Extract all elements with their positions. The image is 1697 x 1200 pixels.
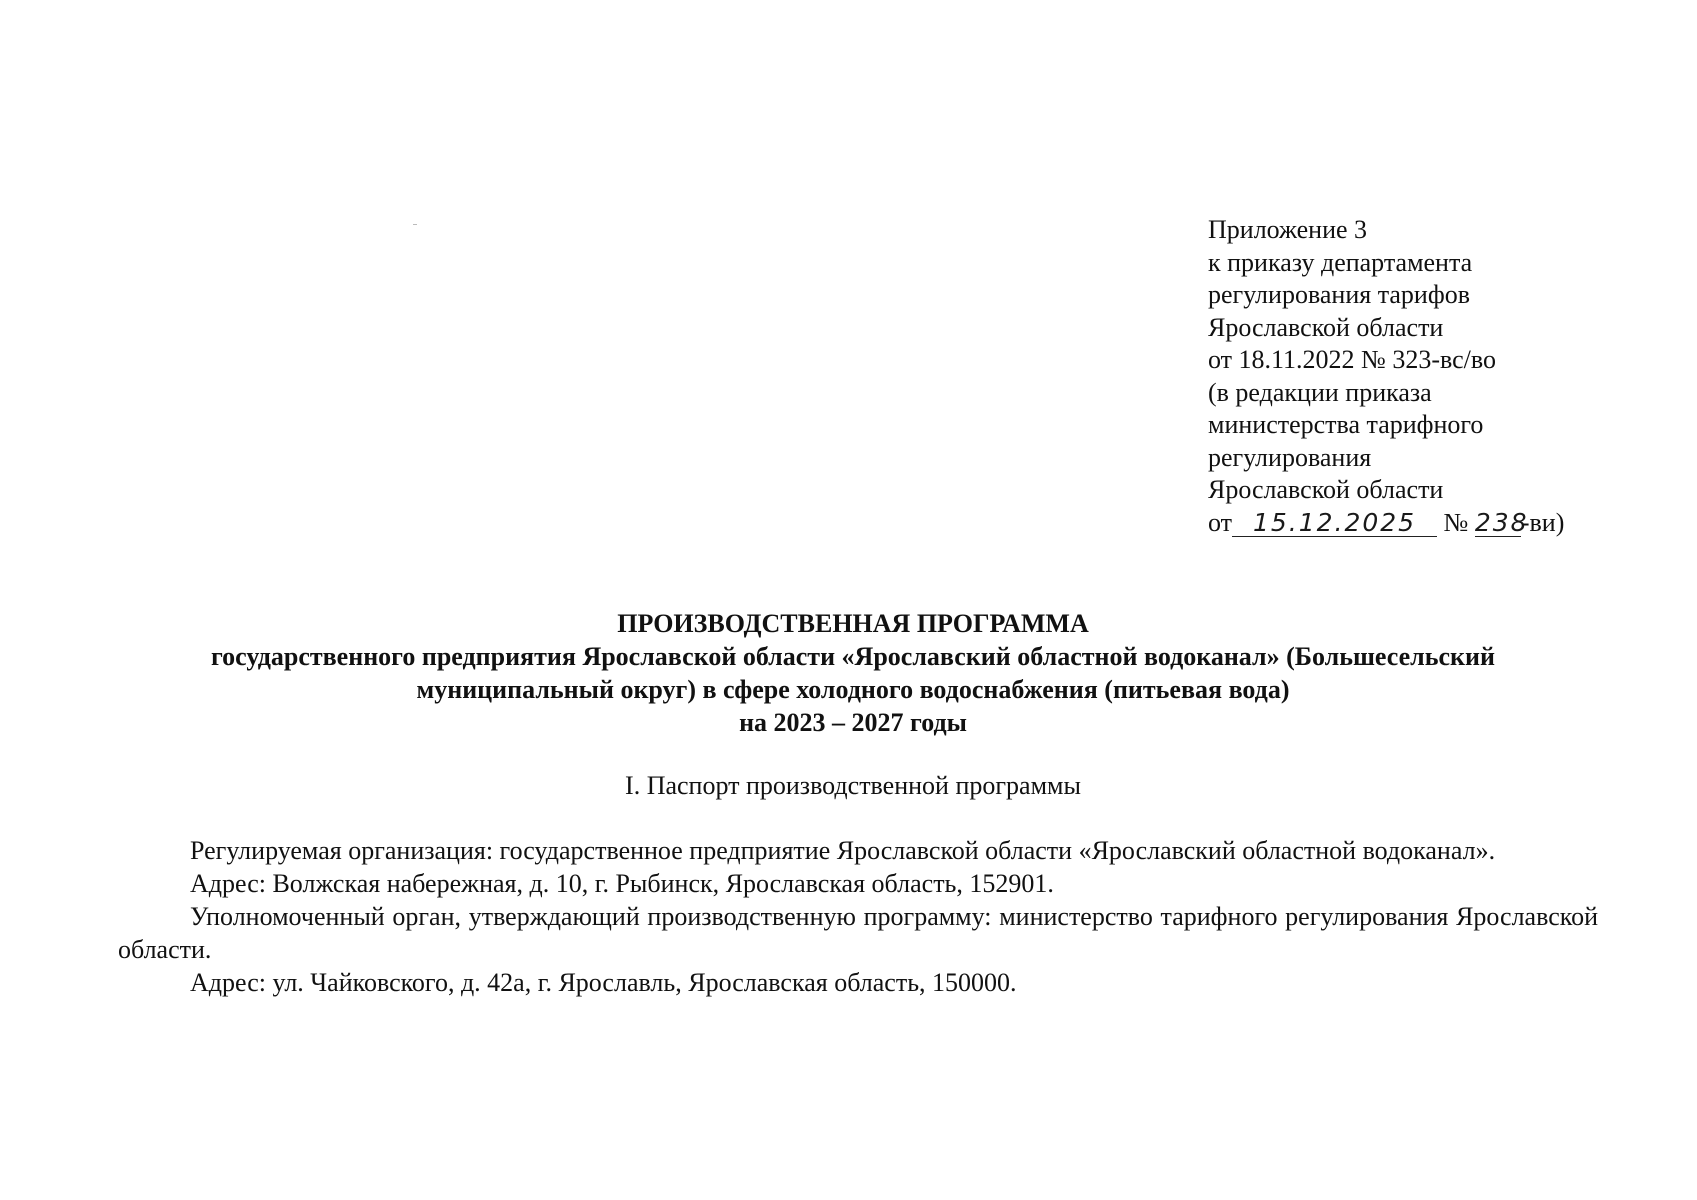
document-title bbox=[110, 607, 1596, 739]
document-body bbox=[118, 834, 1598, 999]
title-line: муниципальный округ) в сфере холодного водоснабжения (питьевая вода) bbox=[416, 675, 1290, 704]
scan-speck bbox=[413, 224, 417, 225]
section-title: I. Паспорт производственной программы bbox=[625, 771, 1081, 800]
appendix-line: (в редакции приказа bbox=[1208, 377, 1432, 407]
appendix-from-prefix: от bbox=[1208, 507, 1233, 537]
title-period: на 2023 – 2027 годы bbox=[739, 708, 967, 737]
handwritten-number: 238 bbox=[1474, 507, 1529, 537]
appendix-line: Приложение 3 bbox=[1208, 215, 1368, 244]
title-heading: ПРОИЗВОДСТВЕННАЯ ПРОГРАММА bbox=[617, 609, 1089, 638]
appendix-line: Ярославской области bbox=[1208, 475, 1444, 504]
appendix-line: регулирования тарифов bbox=[1208, 280, 1470, 309]
appendix-block bbox=[1208, 214, 1648, 539]
paragraph-regulated-organization: Регулируемая организация: государственное предприятие Ярославской области «Ярославский областной водоканал». bbox=[190, 836, 1496, 865]
title-line: государственного предприятия Ярославской области «Ярославский областной водоканал» (Большесельский bbox=[211, 642, 1495, 671]
appendix-line: регулирования bbox=[1208, 442, 1372, 472]
appendix-suffix: -ви) bbox=[1520, 507, 1565, 537]
appendix-line: Ярославской области bbox=[1208, 312, 1444, 342]
paragraph-authorized-body: Уполномоченный орган, утверждающий производственную программу: министерство тарифного регулирования Ярославской области. bbox=[118, 902, 1598, 964]
appendix-line: от 18.11.2022 № 323-вс/во bbox=[1208, 345, 1497, 374]
appendix-line: министерства тарифного bbox=[1208, 410, 1484, 439]
paragraph-organization-address: Адрес: Волжская набережная, д. 10, г. Рыбинск, Ярославская область, 152901. bbox=[190, 869, 1054, 898]
number-sign: № bbox=[1443, 507, 1469, 537]
paragraph-authorized-body-address: Адрес: ул. Чайковского, д. 42а, г. Ярославль, Ярославская область, 150000. bbox=[190, 968, 1017, 997]
appendix-amendment-line bbox=[1208, 507, 1648, 540]
appendix-line: к приказу департамента bbox=[1208, 247, 1473, 277]
handwritten-date: 15.12.2025 bbox=[1232, 510, 1437, 537]
